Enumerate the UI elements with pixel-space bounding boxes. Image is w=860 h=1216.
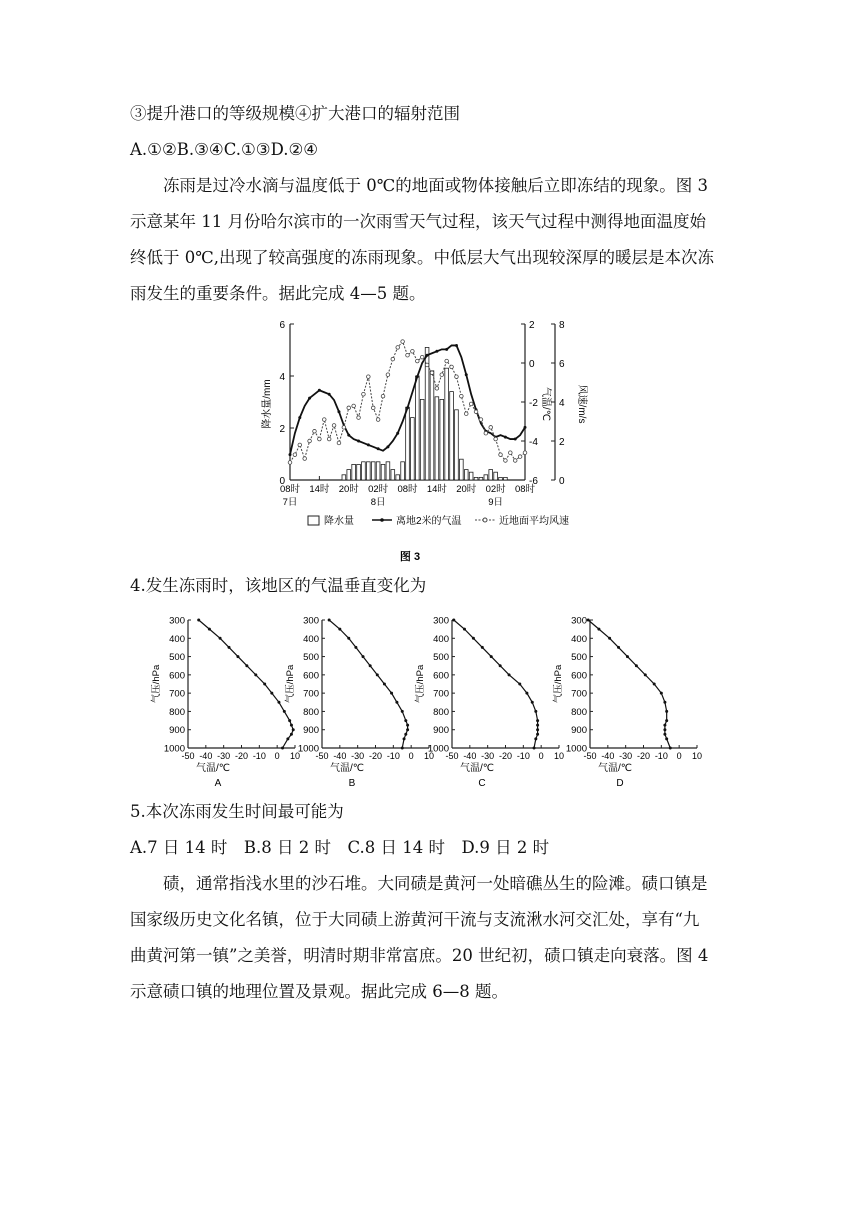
profile-point bbox=[328, 619, 331, 622]
profile-point bbox=[404, 719, 407, 722]
y-tick-label: 600 bbox=[571, 670, 587, 682]
wind-point bbox=[381, 394, 385, 398]
y-tick-label: 900 bbox=[433, 725, 449, 737]
profile-point bbox=[406, 728, 409, 731]
x-tick-label: -50 bbox=[583, 751, 597, 761]
profile-point bbox=[669, 747, 672, 750]
precip-bar bbox=[386, 462, 390, 480]
y-tick-label: 300 bbox=[169, 615, 185, 627]
legend-temp-marker bbox=[380, 518, 384, 522]
x-tick-label: 0 bbox=[408, 751, 414, 761]
y-tick-label: 500 bbox=[433, 652, 449, 664]
x-tick-label: -20 bbox=[234, 751, 249, 761]
wind-point bbox=[440, 373, 444, 377]
profile-point bbox=[254, 673, 257, 676]
temperature-point bbox=[445, 348, 448, 351]
x-tick-label: 02时 bbox=[485, 484, 506, 495]
profile-point bbox=[536, 733, 539, 736]
y-tick-label: 800 bbox=[571, 706, 587, 718]
precip-bar bbox=[371, 462, 375, 480]
precip-bar bbox=[396, 475, 400, 480]
precip-bar bbox=[440, 399, 444, 480]
profile-point bbox=[347, 637, 350, 640]
wind-point bbox=[288, 461, 292, 465]
x-tick-label: -30 bbox=[481, 751, 495, 761]
precip-bar bbox=[352, 464, 356, 480]
wind-point bbox=[523, 451, 527, 455]
profile-point bbox=[534, 737, 537, 740]
profile-point bbox=[404, 733, 407, 736]
wind-point bbox=[518, 455, 522, 459]
wind-point bbox=[371, 406, 375, 410]
precip-bar bbox=[342, 475, 346, 480]
profile-point bbox=[663, 701, 666, 704]
profile-point bbox=[228, 646, 231, 649]
temperature-point bbox=[426, 354, 429, 357]
temperature-point bbox=[337, 410, 340, 413]
profile-point bbox=[245, 664, 248, 667]
temperature-point bbox=[386, 445, 389, 448]
profile-point bbox=[531, 701, 534, 704]
profile-point bbox=[663, 728, 666, 731]
y-axis-label: 气压/hPa bbox=[553, 664, 564, 704]
figure-3-chart bbox=[250, 312, 620, 572]
y-tick-label: 600 bbox=[169, 670, 185, 682]
wind-point bbox=[347, 406, 351, 410]
wind-point bbox=[513, 459, 517, 463]
profile-point bbox=[536, 719, 539, 722]
paragraph-line: 国家级历史文化名镇，位于大同碛上游黄河干流与支流湫水河交汇处，享有“九 bbox=[130, 910, 700, 929]
profile-point bbox=[644, 673, 647, 676]
wind-point bbox=[327, 437, 331, 441]
wind-point bbox=[352, 404, 356, 408]
wind-point bbox=[396, 346, 400, 350]
wind-tick-label: 0 bbox=[559, 476, 565, 487]
profile-point bbox=[536, 724, 539, 727]
profile-chart-b bbox=[284, 608, 434, 796]
x-tick-label: 02时 bbox=[368, 484, 389, 495]
x-tick-label: -40 bbox=[463, 751, 477, 761]
profile-point bbox=[597, 628, 600, 631]
wind-point bbox=[313, 429, 317, 433]
left-tick-label: 4 bbox=[279, 372, 285, 383]
y-axis-label-wind: 风速/m/s bbox=[576, 384, 587, 424]
profile-point bbox=[362, 655, 365, 658]
precip-bar bbox=[415, 376, 419, 480]
answer-options-q3: A.①②B.③④C.①③D.②④ bbox=[130, 140, 319, 159]
x-tick-label: 14时 bbox=[426, 484, 447, 495]
y-tick-label: 400 bbox=[303, 633, 319, 645]
x-tick-label: -10 bbox=[252, 751, 266, 761]
profile-point bbox=[354, 646, 357, 649]
x-tick-label: -30 bbox=[217, 751, 231, 761]
temperature-point bbox=[416, 375, 419, 378]
profile-point bbox=[635, 664, 638, 667]
y-axis-label-precip: 降水量/mm bbox=[262, 379, 273, 429]
x-tick-label: 20时 bbox=[456, 484, 477, 495]
profile-point bbox=[653, 683, 656, 686]
wind-tick-label: 4 bbox=[559, 398, 565, 409]
precip-bar bbox=[357, 464, 361, 480]
precip-bar bbox=[347, 470, 351, 480]
paragraph-line: 雨发生的重要条件。据此完成 4—5 题。 bbox=[130, 284, 426, 303]
profile-point bbox=[534, 710, 537, 713]
y-axis-label-temp: 气温/℃ bbox=[540, 386, 551, 422]
wind-point bbox=[303, 457, 307, 461]
wind-point bbox=[460, 394, 464, 398]
x-tick-label: -30 bbox=[351, 751, 365, 761]
temperature-point bbox=[465, 373, 468, 376]
precip-bar bbox=[484, 475, 488, 480]
paragraph-line: 曲黄河第一镇”之美誉，明清时期非常富庶。20 世纪初，碛口镇走向衰落。图 4 bbox=[130, 946, 709, 965]
profile-line bbox=[588, 620, 670, 748]
temperature-point bbox=[435, 350, 438, 353]
profile-point bbox=[490, 655, 493, 658]
wind-point bbox=[367, 375, 371, 379]
precip-bar bbox=[460, 459, 464, 480]
precip-bar bbox=[391, 470, 395, 480]
wind-point bbox=[474, 410, 478, 414]
profile-point bbox=[472, 637, 475, 640]
precip-bar bbox=[445, 368, 449, 480]
answer-options-q5: A.7 日 14 时 B.8 日 2 时 C.8 日 14 时 D.9 日 2 时 bbox=[130, 838, 550, 857]
legend-precip-swatch bbox=[308, 516, 319, 525]
profile-point bbox=[587, 619, 590, 622]
profile-point bbox=[263, 683, 266, 686]
y-tick-label: 1000 bbox=[565, 743, 587, 755]
paragraph-line: 冻雨是过冷水滴与温度低于 0℃的地面或物体接触后立即冻结的现象。图 3 bbox=[163, 176, 708, 195]
profile-point bbox=[663, 733, 666, 736]
paragraph-line: 碛，通常指浅水里的沙石堆。大同碛是黄河一处暗礁丛生的险滩。碛口镇是 bbox=[163, 874, 708, 893]
profile-point bbox=[626, 655, 629, 658]
option-text-line: ③提升港口的等级规模④扩大港口的辐射范围 bbox=[130, 104, 460, 123]
panel-label: D bbox=[616, 778, 624, 789]
precip-bar bbox=[366, 462, 370, 480]
profile-point bbox=[665, 719, 668, 722]
legend-wind-label: 近地面平均风速 bbox=[499, 516, 569, 527]
profile-point bbox=[277, 701, 280, 704]
x-axis-label: 气温/℃ bbox=[329, 763, 365, 774]
precip-bar bbox=[504, 477, 508, 480]
wind-point bbox=[494, 437, 498, 441]
wind-point bbox=[386, 373, 390, 377]
profile-point bbox=[452, 619, 455, 622]
x-tick-label: 20时 bbox=[338, 484, 359, 495]
y-tick-label: 1000 bbox=[297, 743, 319, 755]
profile-point bbox=[236, 655, 239, 658]
temp-tick-label: -2 bbox=[529, 398, 538, 409]
x-tick-label: -40 bbox=[199, 751, 213, 761]
wind-point bbox=[318, 437, 322, 441]
x-tick-label: -10 bbox=[654, 751, 668, 761]
y-tick-label: 300 bbox=[433, 615, 449, 627]
wind-point bbox=[411, 350, 415, 354]
wind-point bbox=[391, 357, 395, 361]
x-tick-label: 0 bbox=[538, 751, 544, 761]
profile-point bbox=[208, 628, 211, 631]
y-tick-label: 1000 bbox=[427, 743, 449, 755]
profile-point bbox=[219, 637, 222, 640]
y-tick-label: 800 bbox=[433, 706, 449, 718]
precip-bar bbox=[464, 470, 468, 480]
wind-point bbox=[376, 418, 380, 422]
temperature-point bbox=[504, 436, 507, 439]
paragraph-line: 示意某年 11 月份哈尔滨市的一次雨雪天气过程，该天气过程中测得地面温度始 bbox=[130, 212, 706, 231]
wind-point bbox=[415, 359, 419, 363]
x-tick-label: -50 bbox=[181, 751, 195, 761]
x-tick-label: 10 bbox=[691, 751, 702, 761]
y-tick-label: 700 bbox=[433, 688, 449, 700]
wind-point bbox=[342, 426, 346, 430]
x-tick-label: 10 bbox=[289, 751, 300, 761]
profile-chart-a bbox=[150, 608, 300, 796]
wind-point bbox=[298, 443, 302, 447]
x-tick-label: -10 bbox=[516, 751, 530, 761]
temperature-point bbox=[377, 447, 380, 450]
wind-point bbox=[401, 340, 405, 344]
x-tick-label: 10 bbox=[553, 751, 564, 761]
y-tick-label: 400 bbox=[571, 633, 587, 645]
temp-tick-label: -6 bbox=[529, 476, 538, 487]
y-tick-label: 1000 bbox=[163, 743, 185, 755]
left-tick-label: 2 bbox=[279, 424, 285, 435]
x-tick-label: 08时 bbox=[514, 484, 536, 495]
profile-point bbox=[508, 673, 511, 676]
question-5: 5.本次冻雨发生时间最可能为 bbox=[130, 802, 344, 821]
left-tick-label: 0 bbox=[279, 476, 285, 487]
wind-point bbox=[445, 359, 449, 363]
profile-point bbox=[463, 628, 466, 631]
x-tick-label: -30 bbox=[619, 751, 633, 761]
temp-tick-label: -4 bbox=[529, 437, 538, 448]
paragraph-line: 终低于 0℃,出现了较高强度的冻雨现象。中低层大气出现较深厚的暖层是本次冻 bbox=[130, 248, 714, 267]
y-tick-label: 800 bbox=[303, 706, 319, 718]
x-tick-label: -50 bbox=[445, 751, 459, 761]
y-tick-label: 400 bbox=[433, 633, 449, 645]
profile-point bbox=[518, 683, 521, 686]
temperature-point bbox=[298, 416, 301, 419]
precip-bar bbox=[401, 462, 405, 480]
profile-point bbox=[401, 710, 404, 713]
profile-point bbox=[338, 628, 341, 631]
x-tick-label: 08时 bbox=[279, 484, 301, 495]
profile-point bbox=[270, 692, 273, 695]
profile-point bbox=[395, 701, 398, 704]
profile-point bbox=[660, 692, 663, 695]
profile-point bbox=[383, 683, 386, 686]
x-tick-label: 08时 bbox=[397, 484, 418, 495]
profile-point bbox=[536, 728, 539, 731]
y-tick-label: 700 bbox=[303, 688, 319, 700]
y-tick-label: 900 bbox=[169, 725, 185, 737]
y-axis-label: 气压/hPa bbox=[151, 664, 162, 704]
legend-temp-label: 离地2米的气温 bbox=[396, 516, 462, 527]
wind-point bbox=[435, 387, 439, 391]
paragraph-line: 示意碛口镇的地理位置及景观。据此完成 6—8 题。 bbox=[130, 982, 508, 1001]
profile-point bbox=[665, 737, 668, 740]
wind-point bbox=[425, 363, 429, 367]
x-tick-label: 0 bbox=[274, 751, 280, 761]
precip-bar bbox=[411, 418, 415, 480]
profile-point bbox=[376, 673, 379, 676]
wind-point bbox=[308, 439, 312, 443]
temperature-point bbox=[455, 344, 458, 347]
y-tick-label: 600 bbox=[433, 670, 449, 682]
panel-label: A bbox=[214, 778, 222, 789]
temp-tick-label: 0 bbox=[529, 359, 535, 370]
x-tick-label: -20 bbox=[636, 751, 651, 761]
y-tick-label: 500 bbox=[169, 652, 185, 664]
precip-bar bbox=[494, 472, 498, 480]
y-tick-label: 700 bbox=[169, 688, 185, 700]
temperature-point bbox=[357, 440, 360, 443]
precip-bar bbox=[435, 397, 439, 480]
wind-point bbox=[455, 375, 459, 379]
x-tick-label: 10 bbox=[423, 751, 434, 761]
wind-point bbox=[450, 365, 454, 369]
profile-point bbox=[197, 619, 200, 622]
temperature-point bbox=[524, 426, 527, 429]
temperature-point bbox=[406, 406, 409, 409]
precip-bar bbox=[499, 477, 503, 480]
profile-line bbox=[454, 620, 538, 748]
wind-tick-label: 2 bbox=[559, 437, 565, 448]
y-tick-label: 500 bbox=[571, 652, 587, 664]
wind-point bbox=[420, 355, 424, 359]
precip-bar bbox=[425, 347, 429, 480]
question-4: 4.发生冻雨时，该地区的气温垂直变化为 bbox=[130, 576, 427, 595]
temperature-point bbox=[308, 397, 311, 400]
x-axis-label: 气温/℃ bbox=[195, 763, 231, 774]
precip-bar bbox=[474, 477, 478, 480]
temperature-point bbox=[289, 453, 292, 456]
y-tick-label: 400 bbox=[169, 633, 185, 645]
wind-point bbox=[484, 431, 488, 435]
profile-line bbox=[199, 620, 294, 748]
x-tick-label: -40 bbox=[333, 751, 347, 761]
profile-point bbox=[665, 710, 668, 713]
profile-point bbox=[481, 646, 484, 649]
y-tick-label: 300 bbox=[571, 615, 587, 627]
wind-point bbox=[332, 424, 336, 428]
profile-line bbox=[329, 620, 407, 748]
precip-bar bbox=[450, 392, 454, 480]
wind-point bbox=[489, 426, 493, 430]
profile-point bbox=[403, 737, 406, 740]
wind-point bbox=[469, 402, 473, 406]
profile-point bbox=[663, 724, 666, 727]
y-axis-label: 气压/hPa bbox=[285, 664, 296, 704]
precip-bar bbox=[362, 462, 366, 480]
temperature-point bbox=[367, 443, 370, 446]
temperature-point bbox=[347, 434, 350, 437]
x-tick-label: -20 bbox=[368, 751, 383, 761]
wind-point bbox=[293, 453, 297, 457]
profile-point bbox=[525, 692, 528, 695]
y-tick-label: 300 bbox=[303, 615, 319, 627]
x-axis-label: 气温/℃ bbox=[459, 763, 495, 774]
profile-point bbox=[533, 747, 536, 750]
wind-point bbox=[406, 353, 410, 357]
y-tick-label: 900 bbox=[303, 725, 319, 737]
temperature-point bbox=[514, 438, 517, 441]
precip-bar bbox=[479, 477, 483, 480]
precip-bar bbox=[489, 470, 493, 480]
precip-bar bbox=[430, 371, 434, 480]
wind-point bbox=[362, 392, 366, 396]
profile-chart-c bbox=[414, 608, 564, 796]
x-tick-label: -40 bbox=[601, 751, 615, 761]
date-label: 7日 bbox=[282, 497, 298, 508]
left-tick-label: 6 bbox=[279, 320, 285, 331]
precip-bar bbox=[469, 472, 473, 480]
wind-point bbox=[504, 459, 508, 463]
wind-point bbox=[357, 416, 361, 420]
precip-bar bbox=[406, 407, 410, 480]
wind-tick-label: 6 bbox=[559, 359, 565, 370]
profile-chart-d bbox=[552, 608, 702, 796]
wind-point bbox=[499, 453, 503, 457]
legend-wind-marker bbox=[483, 518, 487, 522]
precip-bar bbox=[376, 462, 380, 480]
profile-point bbox=[617, 646, 620, 649]
panel-label: C bbox=[478, 778, 486, 789]
precip-bar bbox=[420, 399, 424, 480]
panel-label: B bbox=[348, 778, 356, 789]
temp-tick-label: 2 bbox=[529, 320, 535, 331]
figure-caption: 图 3 bbox=[399, 551, 421, 563]
wind-point bbox=[337, 441, 341, 445]
precip-bar bbox=[381, 464, 385, 480]
x-axis-label: 气温/℃ bbox=[597, 763, 633, 774]
profile-point bbox=[406, 724, 409, 727]
profile-point bbox=[390, 692, 393, 695]
profile-point bbox=[499, 664, 502, 667]
y-tick-label: 500 bbox=[303, 652, 319, 664]
profile-point bbox=[369, 664, 372, 667]
x-tick-label: -10 bbox=[386, 751, 400, 761]
temperature-point bbox=[318, 389, 321, 392]
wind-point bbox=[322, 418, 326, 422]
y-tick-label: 600 bbox=[303, 670, 319, 682]
legend-precip-label: 降水量 bbox=[324, 516, 354, 527]
wind-tick-label: 8 bbox=[559, 320, 565, 331]
x-tick-label: -50 bbox=[315, 751, 329, 761]
date-label: 8日 bbox=[370, 497, 386, 508]
y-tick-label: 800 bbox=[169, 706, 185, 718]
temperature-point bbox=[396, 432, 399, 435]
date-label: 9日 bbox=[488, 497, 504, 508]
wind-point bbox=[509, 451, 513, 455]
y-tick-label: 900 bbox=[571, 725, 587, 737]
x-tick-label: 14时 bbox=[309, 484, 330, 495]
y-tick-label: 700 bbox=[571, 688, 587, 700]
precip-bar bbox=[455, 410, 459, 480]
x-tick-label: 0 bbox=[676, 751, 682, 761]
wind-point bbox=[430, 371, 434, 375]
profile-point bbox=[608, 637, 611, 640]
wind-point bbox=[464, 412, 468, 416]
wind-point bbox=[479, 418, 483, 422]
x-tick-label: -20 bbox=[498, 751, 513, 761]
temperature-point bbox=[328, 393, 331, 396]
y-axis-label: 气压/hPa bbox=[415, 664, 426, 704]
profile-point bbox=[401, 747, 404, 750]
